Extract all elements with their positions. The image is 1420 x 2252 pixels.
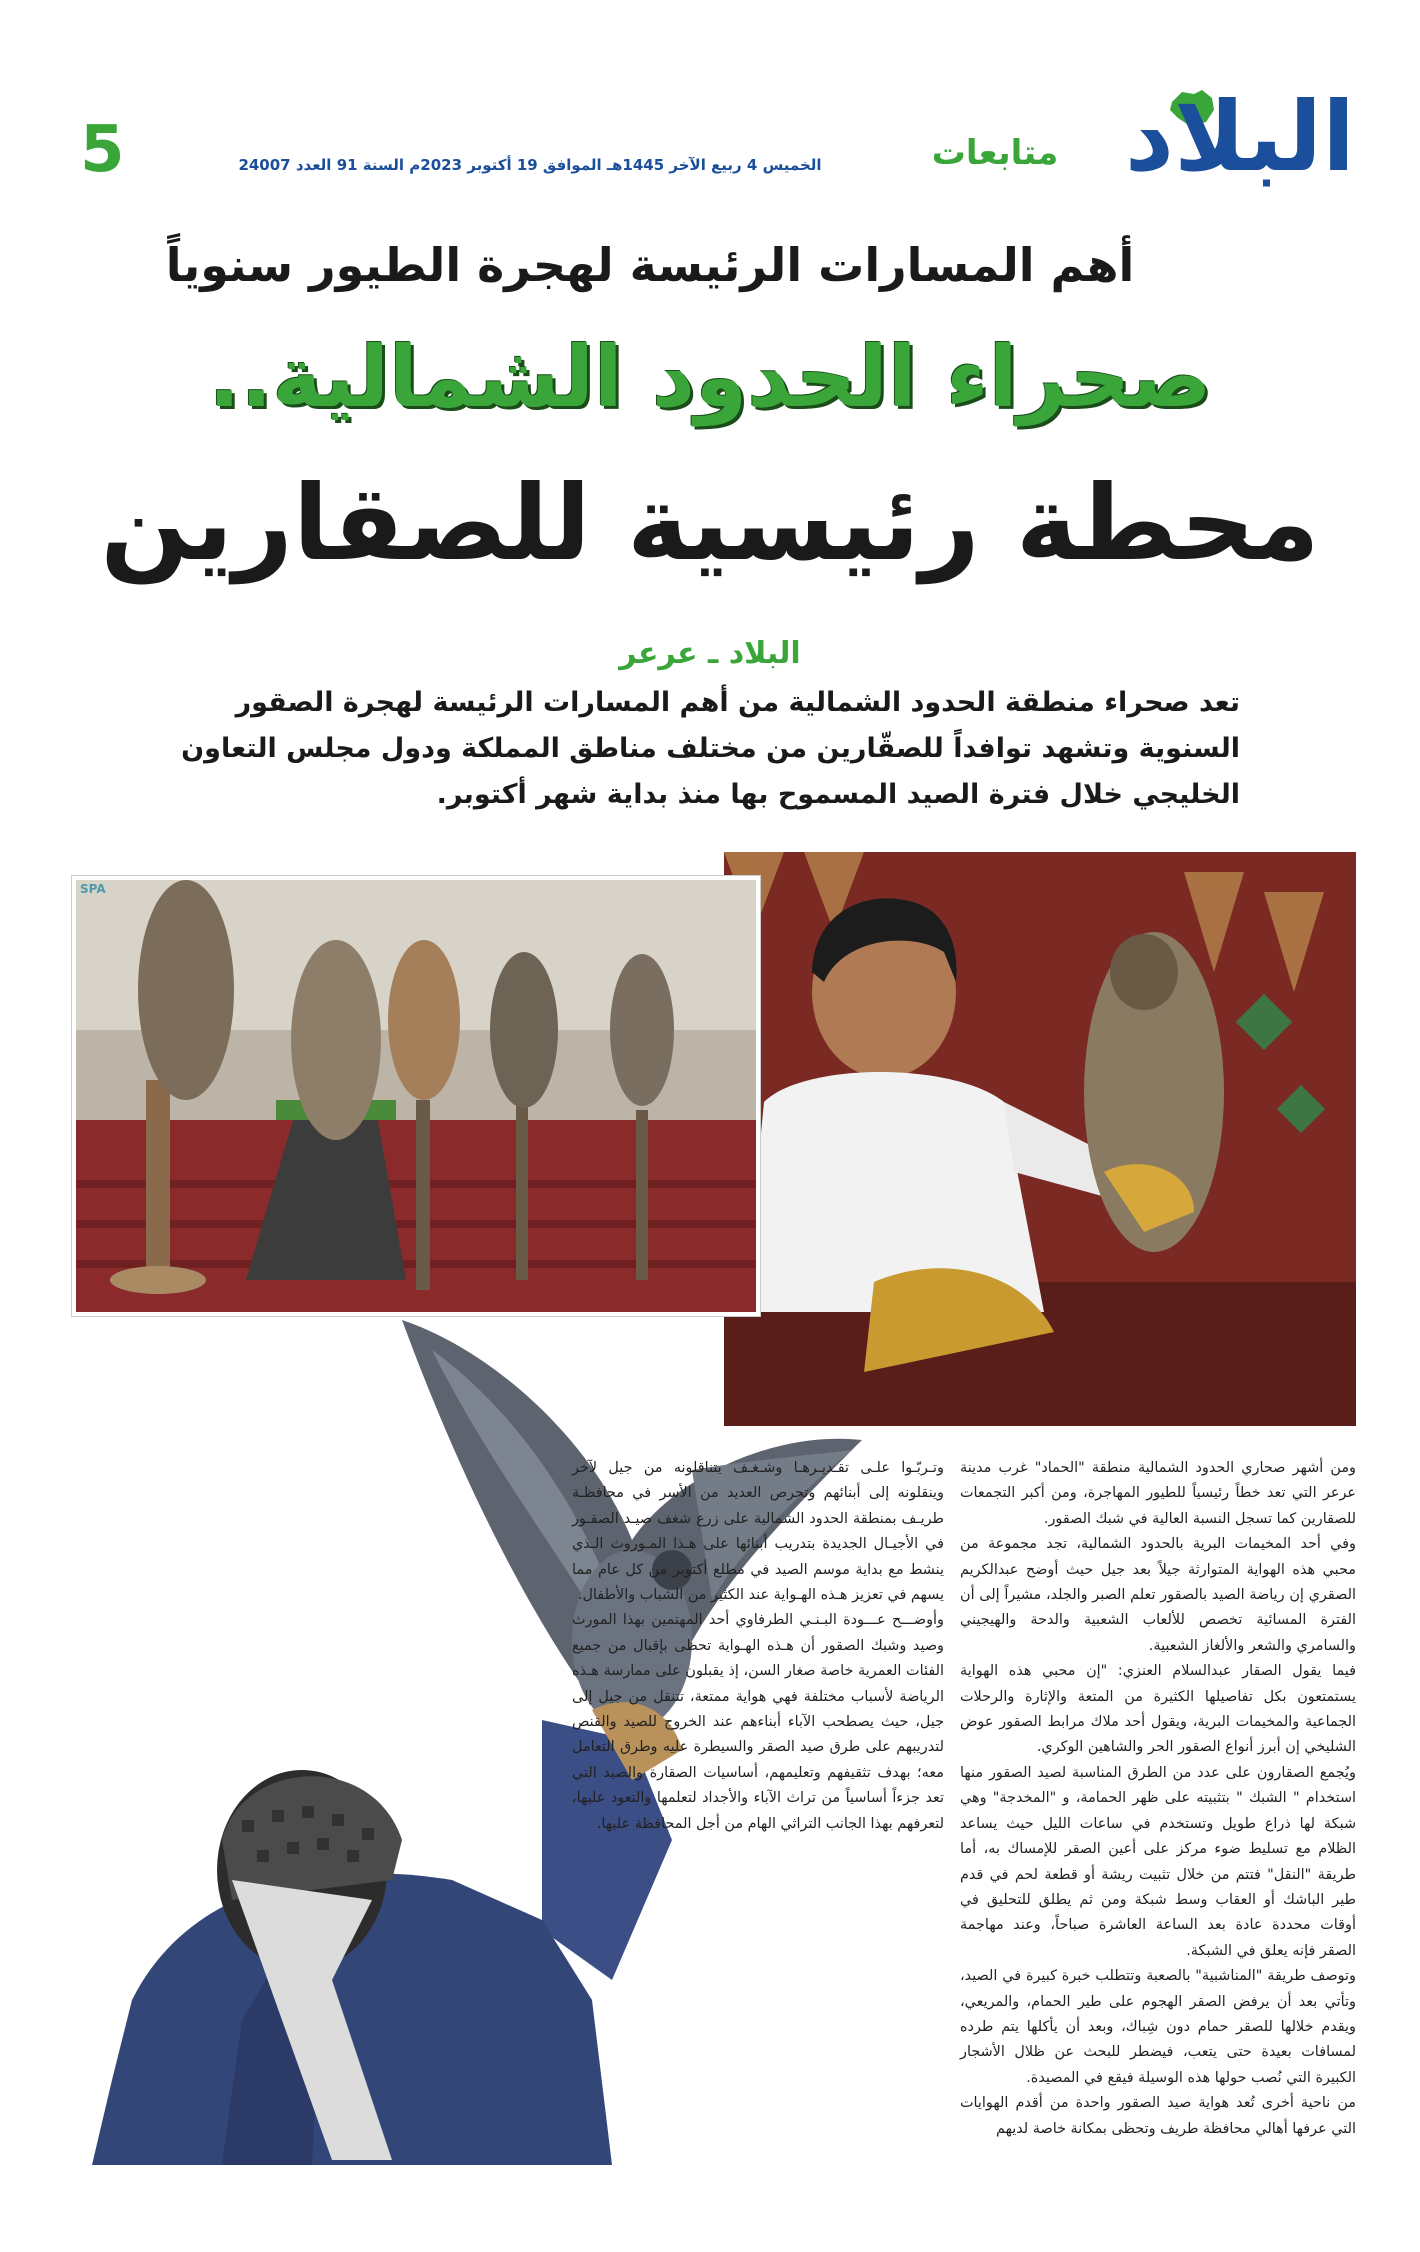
byline: البلاد ـ عرعر bbox=[619, 636, 801, 671]
kicker-headline: أهم المسارات الرئيسة لهجرة الطيور سنوياً bbox=[165, 238, 1135, 292]
falcons-on-perches-photo bbox=[72, 876, 760, 1316]
dateline: الخميس 4 ربيع الآخر 1445هـ الموافق 19 أكتوبر 2023م السنة 91 العدد 24007 bbox=[238, 156, 822, 174]
lead-paragraph: تعد صحراء منطقة الحدود الشمالية من أهم المسارات الرئيسة لهجرة الصقور السنوية وتشهد توافداً للصقّارين من مختلف مناطق المملكة ودول مجلس التعاون الخليجي خلال فترة الصيد المسموح بها منذ بداية شهر أكتوبر. bbox=[181, 687, 1240, 810]
paragraph: وتوصف طريقة "المناشبية" بالصعبة وتتطلب خبرة كبيرة في الصيد، وتأتي بعد أن يرفض الصقر الهجوم على طير الحمام، والمريعي، ويقدم خلالها للصقر حمام دون شِباك، وبعد أن يأكلها يتم طرده لمسافات بعيدة حتى يتعب، فيضطر للبحث عن ظلال الأشجار الكبيرة التي نُصب حولها هذه الوسيلة فيقع في المصيدة. bbox=[960, 1968, 1356, 2086]
paragraph: فيما يقول الصقار عبدالسلام العنزي: "إن محبي هذه الهواية يستمتعون بكل تفاصيلها الكثيرة من المتعة والإثارة والرحلات الجماعية والمخيمات البرية، ويقول أحد ملاك مرابط الصقور عوض الشليخي إن أبرز أنواع الصقور الحر والشاهين الوكري. bbox=[960, 1663, 1356, 1756]
paragraph: وفي أحد المخيمات البرية بالحدود الشمالية، تجد مجموعة من محبي هذه الهواية المتوارثة جيلاً بعد جيل حيث أوضح عبدالكريم الصقري إن رياضة الصيد بالصقور تعلم الصبر والجلد، مشيراً إلى أن الفترة المسائية تخصص للألعاب الشعبية والدحة والهيجيني والسامري والشعر والألغاز الشعبية. bbox=[960, 1536, 1356, 1654]
photo-credit-logo: SPA bbox=[80, 882, 106, 896]
newspaper-logo bbox=[1110, 82, 1355, 192]
page-number: 5 bbox=[80, 113, 125, 187]
boy-with-falcon-photo bbox=[724, 852, 1356, 1426]
article-column-right bbox=[960, 1456, 1356, 2156]
paragraph: من ناحية أخرى تُعد هواية صيد الصقور واحدة من أقدم الهوايات التي عرفها أهالي محافظة طريف وتحظى بمكانة خاصة لديهم bbox=[960, 2095, 1356, 2137]
main-headline-line-1: صحراء الحدود الشمالية.. bbox=[208, 328, 1212, 426]
logo-wordmark: البلاد bbox=[1124, 81, 1355, 193]
paragraph: وأوضـــح عـــودة البـنـي الطرفاوي أحد المهتمين بهذا المورث وصيد وشبك الصقور أن هـذه الهـواية تحظى بإقبال من جميع الفئات العمرية خاصة صغار السن، إذ يقبلون على ممارسة هـذه الرياضة لأسباب مختلفة فهي هواية ممتعة، تتنقل من جيل إلى جيل، حيث يصطحب الآباء أبناءهم عند الخروج للصيد والقنص لتدريبهم على طرق صيد الصقر والسيطرة عليه وطرق التعامل معه؛ بهدف تثقيفهم وتعليمهم، أساسيات الصقارة والصيد التي تعد جزءاً أساسياً من تراث الآباء والأجداد لتعلمها والتعود عليها، لتعرفهم بهذا الجانب التراثي الهام من أجل المحافظة عليها. bbox=[572, 1612, 944, 1832]
paragraph: ويُجمع الصقارون على عدد من الطرق المناسبة لصيد الصقور منها استخدام " الشبك " بتثبيته على ظهر الحمامة، و "المخدجة" وهي شبكة لها ذراع طويل وتستخدم في ساعات الليل حيث يساعد الظلام مع تسليط ضوء مركز على أعين الصقر للإمساك به، أما طريقة "النقل" فتتم من خلال تثبيت ريشة أو قطعة لحم في قدم طير الباشك أو العقاب وسط شبكة ومن ثم يطلق للتحليق في أوقات محددة عادة بعد الساعة العاشرة صباحاً، وعند مهاجمة الصقر فإنه يعلق في الشبكة. bbox=[960, 1764, 1356, 1959]
article-column-left bbox=[572, 1456, 944, 2156]
main-headline-line-2: محطة رئيسية للصقارين bbox=[100, 462, 1320, 584]
section-label: متابعات bbox=[931, 133, 1059, 173]
paragraph: وتـربّـوا علـى تقـديـرهـا وشـغـف يتناقلونه من جيل لآخر وينقلونه إلى أبنائهم وتحرص العديد من الأسر في محافظـة طريـف بمنطقة الحدود الشمالية على زرع شغف صيـد الصقـور في الأجيـال الجديدة بتدريب أبنائها على هـذا المـوروث الـذي ينشط مع بداية موسم الصيد في مطلع أكتوبر من كل عام مما يسهم في تعزيز هـذه الهـواية عند الكثير من الشباب والأطفال. bbox=[572, 1460, 944, 1604]
paragraph: ومن أشهر صحاري الحدود الشمالية منطقة "الحماد" غرب مدينة عرعر التي تعد خطاً رئيسياً للطيور المهاجرة، ومن أكبر التجمعات للصقارين كما تسجل النسبة العالية في شبك الصقور. bbox=[960, 1460, 1356, 1527]
